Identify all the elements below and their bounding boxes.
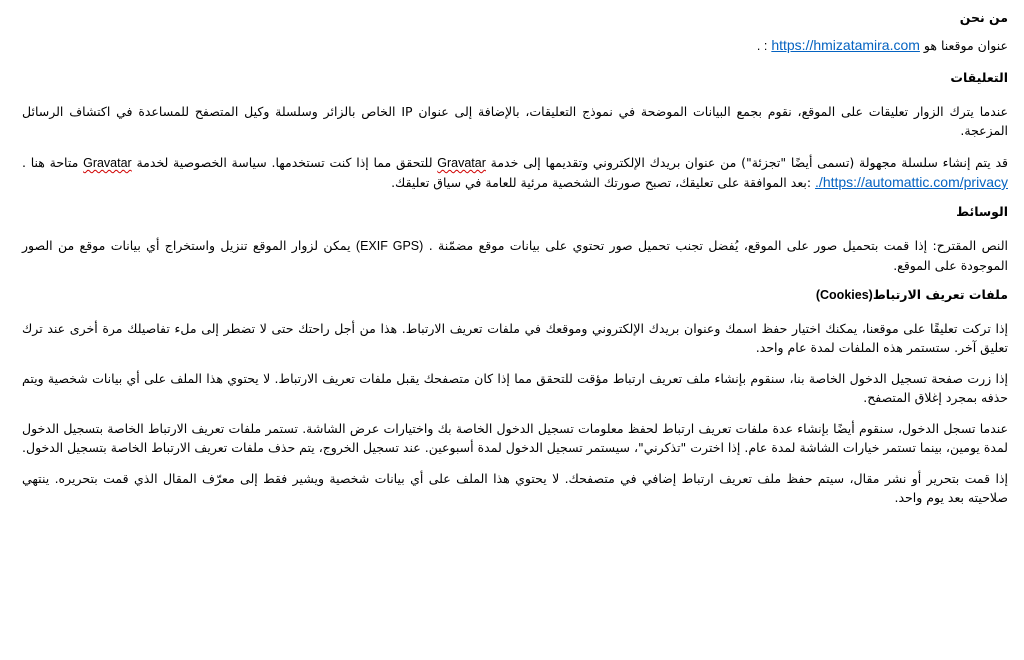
comments-paragraph-2 <box>22 153 1008 192</box>
cookies-paragraph-4: إذا قمت بتحرير أو نشر مقال، سيتم حفظ ملف تعريف ارتباط إضافي في متصفحك. لا يحتوي هذا الملف على أي بيانات شخصية ويشير فقط إلى معرّف المقال الذي قمت بتحريره. ينتهي صلاحيته بعد يوم واحد. <box>22 471 1008 505</box>
exif-gps-term: (EXIF GPS) <box>355 239 424 253</box>
site-url-link[interactable]: https://hmizatamira.com <box>771 37 920 53</box>
media-p1-part-b: يمكن لزوار الموقع تنزيل واستخراج أي بيانات موقع من الصور الموجودة على الموقع. <box>22 238 1008 273</box>
site-address-prefix: عنوان موقعنا هو <box>923 38 1008 53</box>
media-p1-part-a: النص المقترح: إذا قمت بتحميل صور على الموقع، يُفضل تجنب تحميل صور تحتوي على بيانات موقع مضمّنة . <box>428 238 1008 253</box>
cookies-title-arabic: ملفات تعريف الارتباط <box>872 287 1008 302</box>
privacy-policy-link[interactable]: https://automattic.com/privacy/. <box>815 174 1008 190</box>
media-paragraph <box>22 236 1008 275</box>
comments-p2-part-d: :بعد الموافقة على تعليقك، تصبح صورتك الشخصية مرئية للعامة في سياق تعليقك. <box>391 175 812 190</box>
comments-p2-part-a: قد يتم إنشاء سلسلة مجهولة (تسمى أيضًا "تجزئة") من عنوان بريدك الإلكتروني وتقديمها إلى خدمة <box>490 155 1008 170</box>
comments-p2-part-b: للتحقق مما إذا كنت تستخدمها. سياسة الخصوصية لخدمة <box>136 155 433 170</box>
cookies-paragraph-3: عندما تسجل الدخول، سنقوم أيضًا بإنشاء عدة ملفات تعريف ارتباط لحفظ معلومات تسجيل الدخول الخاصة بك واختيارات عرض الشاشة. تستمر ملفات تعريف الارتباط الخاصة بتسجيل الدخول لمدة يومين، بينما تستمر خيارات الشاشة لمدة عام. إذا اخترت "تذكرني"، سيستمر تسجيل الدخول لمدة أسبوعين. عند تسجيل الخروج، يتم حذف ملفات تعريف الارتباط الخاصة بتسجيل الدخول. <box>22 421 1008 455</box>
site-address-paragraph <box>22 36 1008 56</box>
cookies-paragraph-1: إذا تركت تعليقًا على موقعنا، يمكنك اختيار حفظ اسمك وعنوان بريدك الإلكتروني وموقعك في ملفات تعريف الارتباط. هذا من أجل راحتك حتى لا تضطر إلى ملء تفاصيلك مرة أخرى عند ترك تعليق آخر. ستستمر هذه الملفات لمدة عام واحد. <box>22 321 1008 355</box>
comments-paragraph-1: عندما يترك الزوار تعليقات على الموقع، نقوم بجمع البيانات الموضحة في نموذج التعليقات، بالإضافة إلى عنوان IP الخاص بالزائر وسلسلة وكيل المتصفح للمساعدة في اكتشاف الرسائل المزعجة. <box>22 104 1008 138</box>
gravatar-term-1: Gravatar <box>437 156 486 170</box>
heading-cookies <box>22 287 1008 303</box>
comments-p2-part-c: متاحة هنا . <box>22 155 79 170</box>
cookies-title-english: (Cookies) <box>815 288 873 302</box>
site-address-suffix: : . <box>756 39 768 53</box>
cookies-paragraph-2: إذا زرت صفحة تسجيل الدخول الخاصة بنا، سنقوم بإنشاء ملف تعريف ارتباط مؤقت للتحقق مما إذا كان متصفحك يقبل ملفات تعريف الارتباط. لا يحتوي هذا الملف على أي بيانات شخصية ويتم حذفه بمجرد إغلاق المتصفح. <box>22 371 1008 405</box>
gravatar-term-2: Gravatar <box>83 156 132 170</box>
heading-media: الوسائط <box>956 204 1008 219</box>
heading-comments: التعليقات <box>950 70 1008 85</box>
heading-who-we-are: من نحن <box>959 10 1008 25</box>
